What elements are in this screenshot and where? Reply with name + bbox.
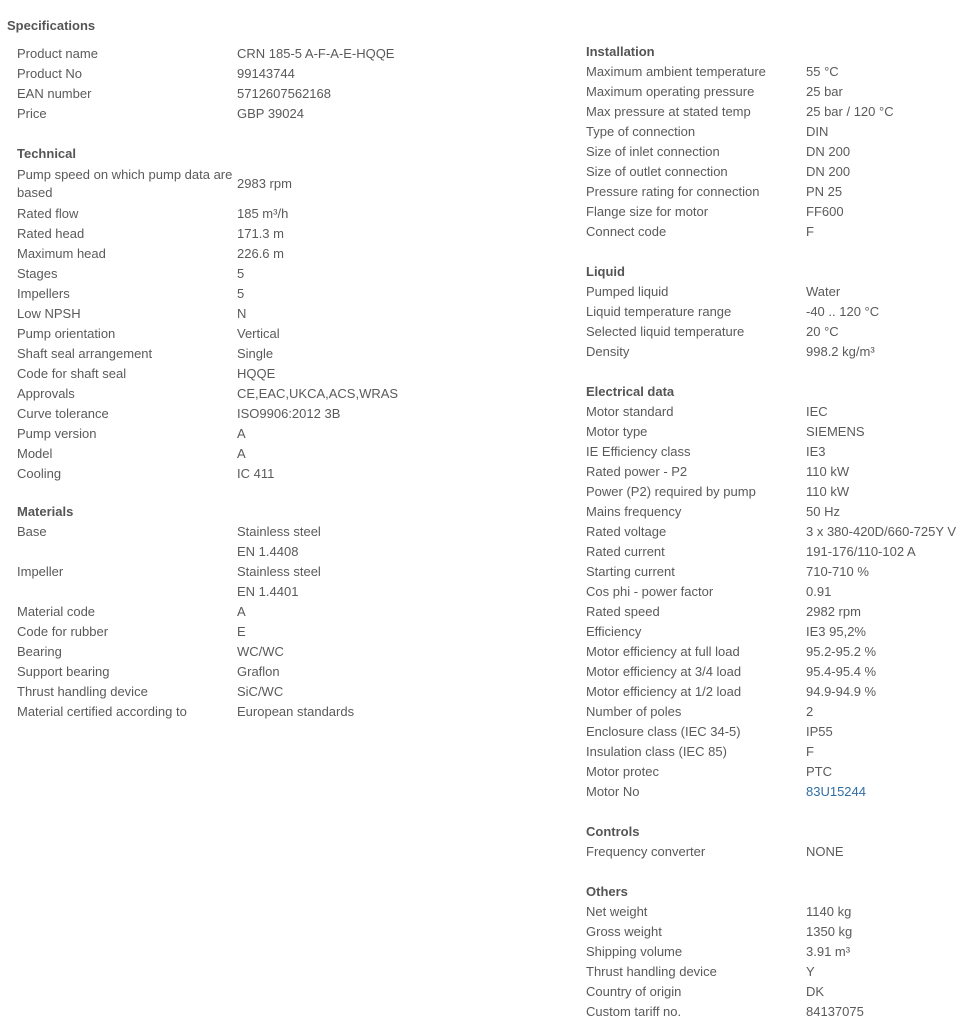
spec-label: Thrust handling device	[17, 684, 148, 699]
spec-value: 1140 kg	[806, 904, 852, 919]
spec-label: Rated head	[17, 226, 85, 241]
spec-row	[17, 542, 354, 562]
spec-value: 20 °C	[806, 324, 839, 339]
spec-row	[586, 562, 956, 582]
spec-value: E	[237, 624, 246, 639]
spec-value: DK	[806, 984, 825, 999]
spec-value: Graflon	[237, 664, 280, 679]
spec-value: 95.4-95.4 %	[806, 664, 877, 679]
spec-label: Rated current	[586, 544, 665, 559]
spec-row	[17, 404, 398, 424]
spec-value: F	[806, 224, 814, 239]
spec-row	[586, 162, 894, 182]
spec-row	[17, 384, 398, 404]
spec-row	[586, 902, 864, 922]
spec-row-product-name	[17, 44, 394, 64]
section-title-technical: Technical	[17, 146, 77, 161]
spec-label: Model	[17, 446, 53, 461]
spec-row-pump-speed	[17, 164, 398, 204]
spec-row	[586, 922, 864, 942]
spec-row	[17, 424, 398, 444]
spec-label: Cos phi - power factor	[586, 584, 714, 599]
spec-label: Pump version	[17, 426, 97, 441]
spec-row	[586, 762, 956, 782]
spec-row	[586, 962, 864, 982]
spec-value: PTC	[806, 764, 832, 779]
spec-value: ISO9906:2012 3B	[237, 406, 341, 421]
spec-row	[586, 142, 894, 162]
spec-label: Max pressure at stated temp	[586, 104, 751, 119]
spec-row	[586, 602, 956, 622]
spec-value: 5712607562168	[237, 86, 331, 101]
spec-label: Density	[586, 344, 630, 359]
spec-label: Pumped liquid	[586, 284, 669, 299]
spec-value: 0.91	[806, 584, 832, 599]
spec-label: Enclosure class (IEC 34-5)	[586, 724, 741, 739]
spec-label: Thrust handling device	[586, 964, 717, 979]
spec-row	[17, 304, 398, 324]
motor-no-link[interactable]: 83U15244	[806, 784, 866, 799]
spec-row	[586, 702, 956, 722]
spec-value: 55 °C	[806, 64, 839, 79]
spec-label: Rated flow	[17, 206, 79, 221]
spec-value: GBP 39024	[237, 106, 304, 121]
section-title-others: Others	[586, 884, 628, 899]
spec-value: IE3	[806, 444, 826, 459]
spec-row	[17, 642, 354, 662]
spec-value: 3 x 380-420D/660-725Y V	[806, 524, 957, 539]
spec-label: Liquid temperature range	[586, 304, 732, 319]
spec-row	[586, 722, 956, 742]
spec-value: Vertical	[237, 326, 280, 341]
spec-label: Product No	[17, 66, 83, 81]
materials-section	[17, 502, 354, 722]
spec-row	[586, 82, 894, 102]
spec-label: Type of connection	[586, 124, 696, 139]
spec-row	[586, 122, 894, 142]
page-title: Specifications	[7, 18, 96, 33]
spec-row-motor-no	[586, 782, 956, 802]
spec-row	[586, 442, 956, 462]
spec-label: Stages	[17, 266, 58, 281]
spec-label: Rated power - P2	[586, 464, 688, 479]
spec-label: Pump speed on which pump data are based	[17, 167, 233, 200]
spec-value: 171.3 m	[237, 226, 284, 241]
spec-row	[17, 464, 398, 484]
spec-label: Starting current	[586, 564, 675, 579]
spec-value: 50 Hz	[806, 504, 840, 519]
spec-row	[17, 364, 398, 384]
spec-row	[586, 342, 879, 362]
spec-label: Motor efficiency at full load	[586, 644, 740, 659]
spec-row	[17, 522, 354, 542]
spec-label: Material code	[17, 604, 96, 619]
spec-value: SIEMENS	[806, 424, 865, 439]
spec-row-price	[17, 104, 394, 124]
spec-row	[586, 662, 956, 682]
spec-row	[586, 222, 894, 242]
spec-label: Maximum operating pressure	[586, 84, 755, 99]
spec-value: A	[237, 446, 246, 461]
spec-value: 99143744	[237, 66, 295, 81]
spec-value: 84137075	[806, 1004, 864, 1019]
spec-row	[17, 324, 398, 344]
spec-value: DN 200	[806, 144, 851, 159]
spec-value: Water	[806, 284, 841, 299]
spec-value: CRN 185-5 A-F-A-E-HQQE	[237, 46, 395, 61]
spec-value: F	[806, 744, 814, 759]
spec-row	[17, 562, 354, 582]
spec-label: Rated voltage	[586, 524, 667, 539]
spec-row	[586, 482, 956, 502]
spec-row	[586, 322, 879, 342]
spec-value: Stainless steel	[237, 564, 321, 579]
spec-row	[586, 402, 956, 422]
spec-row	[17, 602, 354, 622]
spec-label: Connect code	[586, 224, 667, 239]
spec-value: Stainless steel	[237, 524, 321, 539]
spec-value: 25 bar	[806, 84, 843, 99]
spec-row	[586, 502, 956, 522]
spec-row	[17, 204, 398, 224]
spec-row	[17, 662, 354, 682]
spec-row	[17, 444, 398, 464]
spec-label: Selected liquid temperature	[586, 324, 745, 339]
spec-value: 2	[806, 704, 814, 719]
spec-label: Low NPSH	[17, 306, 81, 321]
spec-value: FF600	[806, 204, 844, 219]
spec-label: Bearing	[17, 644, 62, 659]
spec-row	[17, 264, 398, 284]
spec-row	[586, 462, 956, 482]
spec-row	[17, 244, 398, 264]
spec-value: Single	[237, 346, 274, 361]
spec-row	[17, 582, 354, 602]
spec-row	[586, 942, 864, 962]
spec-label: IE Efficiency class	[586, 444, 691, 459]
spec-row	[586, 982, 864, 1002]
electrical-section	[586, 382, 956, 802]
section-title-materials: Materials	[17, 504, 74, 519]
spec-label: Gross weight	[586, 924, 662, 939]
spec-row	[586, 302, 879, 322]
spec-value: DN 200	[806, 164, 851, 179]
spec-label: Rated speed	[586, 604, 660, 619]
spec-label: Impellers	[17, 286, 70, 301]
spec-label: Pump orientation	[17, 326, 116, 341]
spec-label: Shipping volume	[586, 944, 683, 959]
spec-value: SiC/WC	[237, 684, 284, 699]
spec-label: Motor type	[586, 424, 648, 439]
spec-label: Mains frequency	[586, 504, 682, 519]
spec-value: A	[237, 426, 246, 441]
section-title-liquid: Liquid	[586, 264, 625, 279]
spec-row	[17, 224, 398, 244]
spec-label: Maximum head	[17, 246, 106, 261]
technical-section	[17, 144, 398, 484]
spec-value: -40 .. 120 °C	[806, 304, 880, 319]
spec-value: 110 kW	[806, 464, 850, 479]
spec-label: Efficiency	[586, 624, 642, 639]
general-section	[17, 44, 394, 124]
spec-row	[586, 182, 894, 202]
section-title-installation: Installation	[586, 44, 655, 59]
spec-label: Net weight	[586, 904, 648, 919]
spec-value: IC 411	[237, 466, 275, 481]
spec-value: 226.6 m	[237, 246, 284, 261]
spec-value: DIN	[806, 124, 829, 139]
spec-label: Motor efficiency at 1/2 load	[586, 684, 742, 699]
spec-label: Code for shaft seal	[17, 366, 127, 381]
spec-label: Pressure rating for connection	[586, 184, 760, 199]
spec-row-product-no	[17, 64, 394, 84]
spec-label: Base	[17, 524, 47, 539]
spec-label: Code for rubber	[17, 624, 109, 639]
spec-value: 191-176/110-102 A	[806, 544, 916, 559]
spec-value: 94.9-94.9 %	[806, 684, 877, 699]
spec-row	[586, 542, 956, 562]
spec-row	[17, 702, 354, 722]
spec-row	[586, 582, 956, 602]
spec-label: Size of outlet connection	[586, 164, 728, 179]
spec-value: 5	[237, 286, 245, 301]
spec-row	[17, 344, 398, 364]
spec-label: Shaft seal arrangement	[17, 346, 153, 361]
spec-label: Motor protec	[586, 764, 659, 779]
spec-row	[17, 622, 354, 642]
spec-row	[586, 1002, 864, 1022]
spec-label: Power (P2) required by pump	[586, 484, 756, 499]
spec-label: Size of inlet connection	[586, 144, 720, 159]
spec-label: Price	[17, 106, 47, 121]
spec-value: CE,EAC,UKCA,ACS,WRAS	[237, 386, 399, 401]
spec-value: 2983 rpm	[237, 176, 292, 191]
spec-value: PN 25	[806, 184, 843, 199]
spec-label: EAN number	[17, 86, 92, 101]
spec-label: Product name	[17, 46, 98, 61]
spec-value: Y	[806, 964, 815, 979]
spec-value: 25 bar / 120 °C	[806, 104, 894, 119]
spec-label: Flange size for motor	[586, 204, 709, 219]
spec-label: Number of poles	[586, 704, 682, 719]
spec-value: 1350 kg	[806, 924, 853, 939]
installation-section	[586, 42, 894, 242]
spec-value: 5	[237, 266, 245, 281]
spec-value: 185 m³/h	[237, 206, 289, 221]
spec-value: 710-710 %	[806, 564, 869, 579]
spec-row	[586, 422, 956, 442]
spec-label: Motor No	[586, 784, 640, 799]
spec-label: Curve tolerance	[17, 406, 109, 421]
spec-label: Material certified according to	[17, 704, 187, 719]
spec-label: Custom tariff no.	[586, 1004, 682, 1019]
spec-row	[586, 642, 956, 662]
spec-row	[586, 522, 956, 542]
spec-label: Impeller	[17, 564, 64, 579]
spec-value: A	[237, 604, 246, 619]
spec-row	[586, 102, 894, 122]
liquid-section	[586, 262, 879, 362]
spec-row	[586, 742, 956, 762]
spec-value: European standards	[237, 704, 355, 719]
spec-value: HQQE	[237, 366, 276, 381]
spec-row	[17, 682, 354, 702]
section-title-electrical: Electrical data	[586, 384, 675, 399]
spec-value: NONE	[806, 844, 844, 859]
controls-section	[586, 822, 844, 862]
spec-row	[586, 682, 956, 702]
spec-label: Motor efficiency at 3/4 load	[586, 664, 742, 679]
spec-value: 2982 rpm	[806, 604, 861, 619]
spec-value: WC/WC	[237, 644, 284, 659]
spec-label: Approvals	[17, 386, 75, 401]
spec-label: Frequency converter	[586, 844, 706, 859]
spec-row	[586, 62, 894, 82]
spec-label: Cooling	[17, 466, 62, 481]
spec-value: 95.2-95.2 %	[806, 644, 877, 659]
spec-value: EN 1.4408	[237, 544, 299, 559]
spec-label: Country of origin	[586, 984, 682, 999]
spec-row	[586, 622, 956, 642]
spec-label: Motor standard	[586, 404, 674, 419]
spec-label: Maximum ambient temperature	[586, 64, 766, 79]
spec-value: N	[237, 306, 247, 321]
spec-value: 110 kW	[806, 484, 850, 499]
spec-row-ean-number	[17, 84, 394, 104]
spec-row	[17, 284, 398, 304]
spec-row	[586, 282, 879, 302]
spec-value: 998.2 kg/m³	[806, 344, 875, 359]
section-title-controls: Controls	[586, 824, 640, 839]
spec-value: IE3 95,2%	[806, 624, 866, 639]
spec-value: IEC	[806, 404, 828, 419]
spec-row	[586, 202, 894, 222]
spec-value: EN 1.4401	[237, 584, 299, 599]
others-section	[586, 882, 864, 1022]
spec-label: Support bearing	[17, 664, 110, 679]
spec-value: IP55	[806, 724, 833, 739]
spec-value: 3.91 m³	[806, 944, 851, 959]
spec-row	[586, 842, 844, 862]
spec-label: Insulation class (IEC 85)	[586, 744, 727, 759]
